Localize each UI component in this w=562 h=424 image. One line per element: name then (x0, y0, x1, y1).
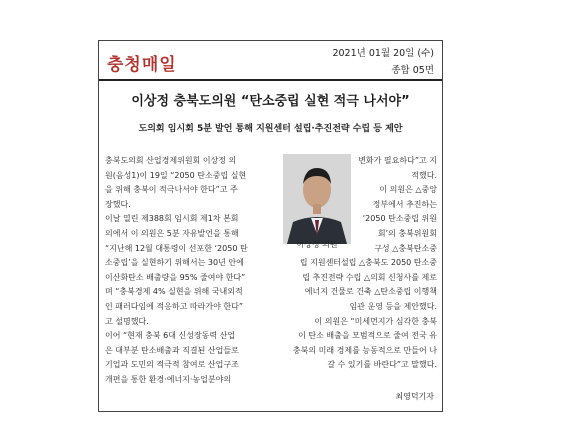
body-line: 이날 열린 제388회 임시회 제1차 본회 (105, 214, 239, 224)
photo-caption: 이상정 의원 (296, 240, 338, 249)
publication-date: 2021년 01월 20일 (수) (332, 48, 434, 59)
body-line: ‘2050 탄소중립 위원 (362, 214, 437, 224)
body-line: 이 의원은 “미세먼지가 심각한 충북 (314, 316, 437, 326)
article-subheadline: 도의회 임시회 5분 발언 통해 지원센터 설립·추진전략 수립 등 제안 (138, 124, 403, 134)
article-right-column (283, 154, 437, 373)
body-line: 립 지원센터설립 △충북도 2050 탄소중 (299, 258, 437, 268)
newspaper-masthead: 충청매일 (107, 55, 177, 75)
body-line: 충북도의회 산업경제위원회 이상정 의 (105, 156, 237, 165)
body-line: 에너지 건물로 건축 △탄소중립 이행책 (304, 287, 437, 297)
body-line: 이 탄소 배출을 모범적으로 줄여 전국 유 (298, 331, 437, 341)
body-line: 소중립’을 실현하기 위해서는 30년 안에 (105, 258, 244, 268)
body-line: 회’의 충북위원회 (377, 228, 437, 238)
body-line: 장했다. (105, 199, 131, 209)
body-line: 변화가 필요하다”고 지 (358, 156, 437, 165)
article-byline: 최영덕기자 (395, 392, 434, 401)
body-line: 의에서 이 의원은 5분 자유발언을 통해 (105, 228, 239, 238)
body-line: 은 대부분 탄소배출과 직결된 산업들로 (105, 345, 239, 355)
body-line: 개편을 통한 환경·에너지·농업분야의 (105, 374, 232, 384)
body-line: 이산화탄소 배출량을 95% 줄여야 한다” (105, 272, 246, 282)
article-left-column (105, 154, 277, 388)
body-line: 정부에서 추진하는 (372, 199, 437, 209)
body-line: 충북의 미래 경제를 능동적으로 만들어 나 (292, 345, 437, 355)
body-line: 임관 운영 등을 제안했다. (349, 301, 437, 311)
body-line: 이어 “현재 충북 6대 신성장동력 산업 (105, 331, 236, 341)
article-headline: 이상정 충북도의원 “탄소중립 실현 적극 나서야” (131, 94, 410, 109)
newspaper-clipping (98, 40, 443, 412)
body-line: 립 추진전략 수립 △의회 신청사를 제로 (302, 272, 437, 282)
body-line: 적했다. (411, 170, 437, 180)
body-line: 을 위해 충북이 적극나서야 한다”고 주 (105, 185, 238, 195)
body-line: 기업과 도민의 적극적 참여로 산업구조 (105, 360, 239, 370)
body-line: 인 패러다임에 적응하고 따라가야 한다” (105, 301, 243, 311)
body-line: 고 설명했다. (105, 316, 149, 326)
body-line: “지난해 12월 대통령이 선포한 ‘2050 탄 (105, 243, 248, 253)
body-line: 원(음성1)이 19일 “2050 탄소중립 실현 (105, 170, 247, 180)
body-line: 구성 △충북탄소중 (374, 243, 437, 253)
body-line: 갈 수 있기를 바란다”고 말했다. (327, 360, 437, 370)
page-number: 종합 05면 (391, 65, 434, 76)
body-line: 며 “충북경제 4% 실현을 위해 국내외적 (105, 287, 243, 297)
masthead-divider (99, 79, 442, 81)
body-line: 이 의원은 △중앙 (379, 185, 437, 195)
